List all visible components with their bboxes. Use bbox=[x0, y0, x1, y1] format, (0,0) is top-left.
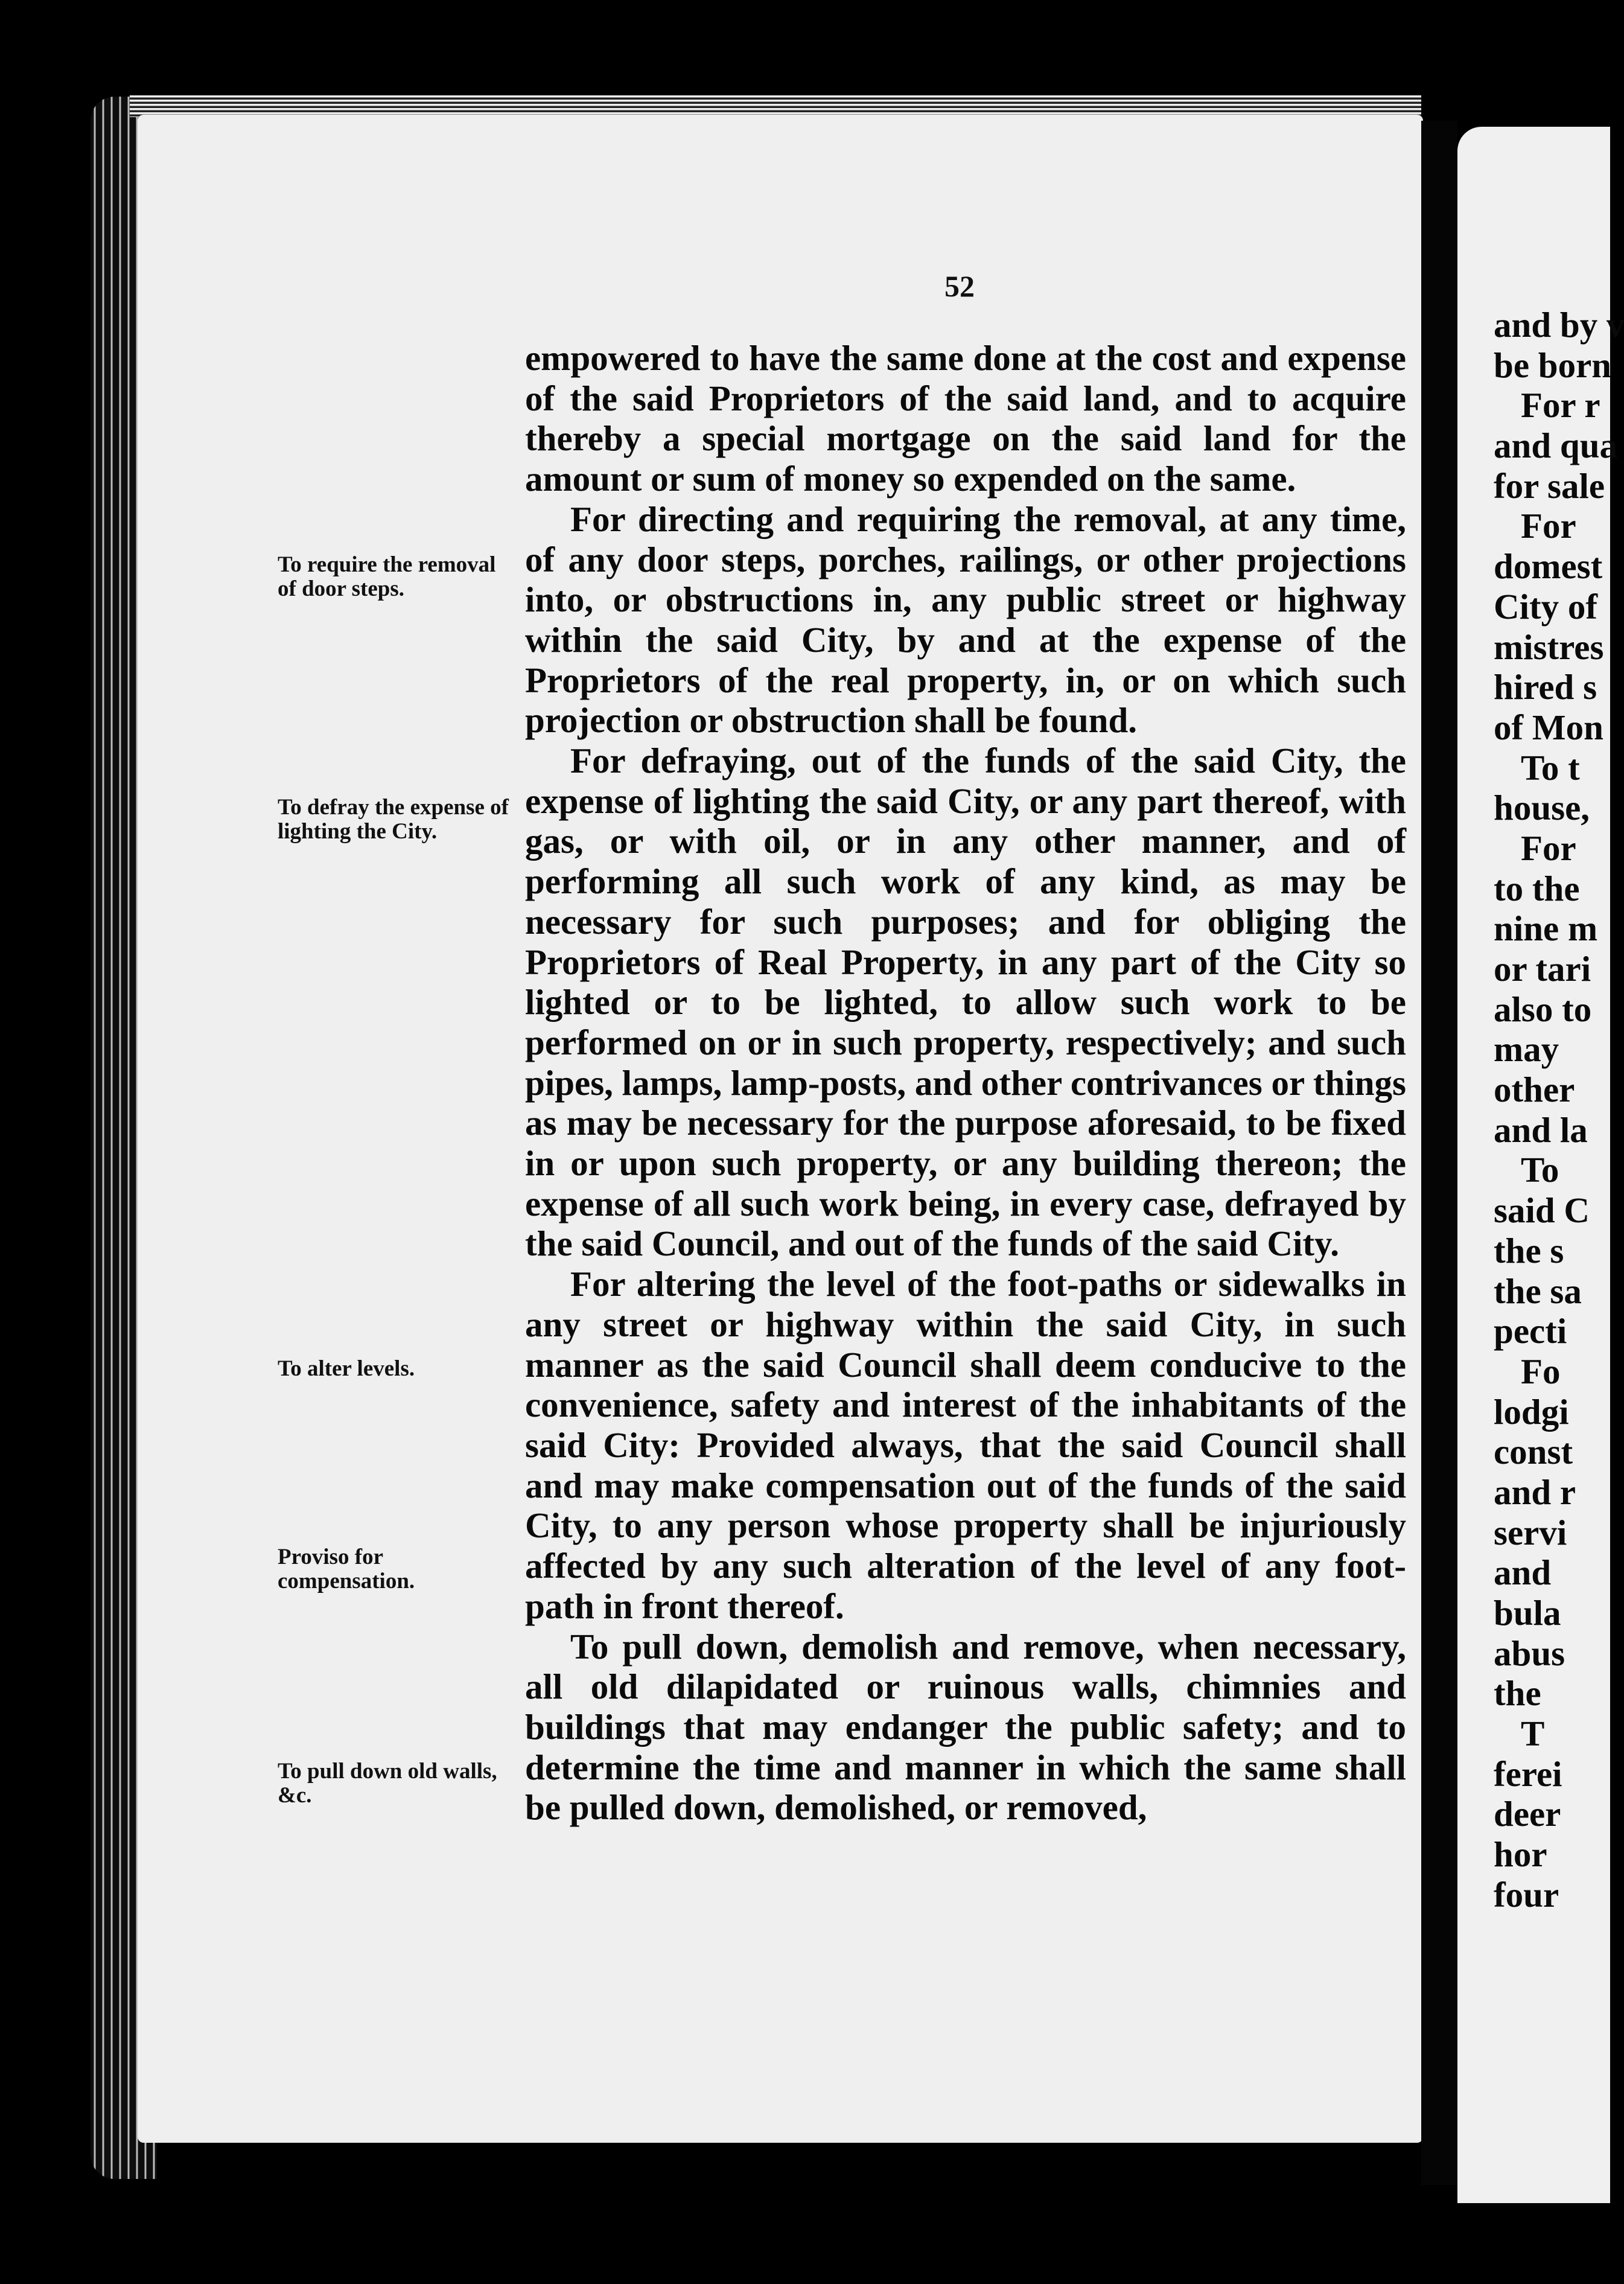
next-page-line: may bbox=[1494, 1029, 1559, 1070]
next-page-line: hired s bbox=[1494, 667, 1597, 707]
book-gutter bbox=[1421, 121, 1457, 2185]
next-page-line: or tari bbox=[1494, 949, 1591, 989]
book-top-edge bbox=[130, 95, 1421, 117]
next-page-line: also to bbox=[1494, 989, 1592, 1029]
margin-note-door-steps: To require the removal of door steps. bbox=[278, 552, 496, 601]
next-page-line: Fo bbox=[1521, 1351, 1561, 1391]
next-page-line: and qua bbox=[1494, 426, 1618, 466]
next-page-line: be born bbox=[1494, 345, 1612, 385]
next-page-line: the sa bbox=[1494, 1271, 1582, 1311]
next-page-line: other bbox=[1494, 1070, 1575, 1110]
next-page-line: to the bbox=[1494, 868, 1580, 908]
next-page-line: const bbox=[1494, 1432, 1573, 1472]
margin-note-walls: To pull down old walls, &c. bbox=[278, 1759, 497, 1808]
next-page-line: For bbox=[1521, 828, 1576, 868]
next-page-line: hor bbox=[1494, 1834, 1547, 1875]
next-page-line: abus bbox=[1494, 1633, 1565, 1673]
next-page-line: said C bbox=[1494, 1190, 1590, 1231]
next-page-line: domest bbox=[1494, 546, 1603, 587]
margin-note-proviso: Proviso for compensation. bbox=[278, 1545, 415, 1593]
next-page-line: for sale bbox=[1494, 465, 1605, 506]
next-page-line: and r bbox=[1494, 1472, 1576, 1512]
next-page-line: deer bbox=[1494, 1794, 1561, 1834]
next-page-line: four bbox=[1494, 1874, 1559, 1915]
next-page-line: pecti bbox=[1494, 1311, 1567, 1351]
paragraph-lighting: For defraying, out of the funds of the said City, the expense of lighting the said City, or any part thereof, with gas, or with oil, or in any other manner, and of performing all such work of any kind, as may be necessary for such purposes; and for obliging the Proprietors of Real Property, in any part of the City so lighted or to be lighted, to allow such work to be performed on or in such property, respectively; and such pipes, lamps, lamp-posts, and other contrivances or things as may be necessary for the purpose aforesaid, to be fixed in or upon such property, or any building thereon; the expense of all such work being, in every case, defrayed by the said Council, and out of the funds of the said City. bbox=[525, 741, 1406, 1264]
next-page-line: To t bbox=[1521, 747, 1580, 788]
margin-note-lighting: To defray the expense of lighting the City. bbox=[278, 795, 509, 844]
next-page-line: of Mon bbox=[1494, 707, 1603, 747]
next-page-line: nine m bbox=[1494, 908, 1598, 949]
page-number: 52 bbox=[944, 269, 975, 303]
next-page-line: ferei bbox=[1494, 1753, 1562, 1794]
margin-note-levels: To alter levels. bbox=[278, 1356, 415, 1381]
next-page-line: and by v bbox=[1494, 305, 1624, 345]
paragraph-continuation: empowered to have the same done at the cost and expense of the said Proprietors of the said land, and to acquire thereby a special mortgage on the said land for the amount or sum of money so expended on the same. bbox=[525, 338, 1406, 499]
next-page-line: T bbox=[1521, 1714, 1545, 1754]
next-page-line: house, bbox=[1494, 788, 1590, 828]
next-page-line: City of bbox=[1494, 586, 1598, 627]
paragraph-door-steps: For directing and requiring the removal, at any time, of any door steps, porches, railings, or other projections into, or obstructions in, any public street or highway within the said City, by and at the expense of the Proprietors of the real property, in, or on which such projection or obstruction shall be found. bbox=[525, 499, 1406, 741]
next-page-text bbox=[1494, 305, 1624, 1915]
paragraph-levels: For altering the level of the foot-paths or sidewalks in any street or highway within the said City, in such manner as the said Council shall deem conducive to the convenience, safety and interest of the inhabitants of the said City: Provided always, that the said Council shall and may make compensation out of the funds of the said City, to any person whose property shall be injuriously affected by any such alteration of the level of any foot-path in front thereof. bbox=[525, 1264, 1406, 1626]
next-page-line: lodgi bbox=[1494, 1391, 1569, 1432]
next-page-line: the bbox=[1494, 1673, 1541, 1714]
paragraph-walls: To pull down, demolish and remove, when necessary, all old dilapidated or ruinous walls, chimnies and buildings that may endanger the public safety; and to determine the time and manner in which the same shall be pulled down, demolished, or removed, bbox=[525, 1626, 1406, 1828]
next-page-line: mistres bbox=[1494, 627, 1604, 667]
next-page-line: and la bbox=[1494, 1109, 1588, 1150]
next-page-line: For bbox=[1521, 506, 1576, 546]
body-text bbox=[525, 338, 1406, 1828]
next-page-line: To bbox=[1521, 1150, 1559, 1190]
next-page-line: For r bbox=[1521, 385, 1600, 426]
next-page-line: servi bbox=[1494, 1512, 1567, 1552]
next-page-line: and bbox=[1494, 1552, 1552, 1593]
next-page-line: the s bbox=[1494, 1230, 1564, 1271]
next-page-line: bula bbox=[1494, 1593, 1561, 1633]
